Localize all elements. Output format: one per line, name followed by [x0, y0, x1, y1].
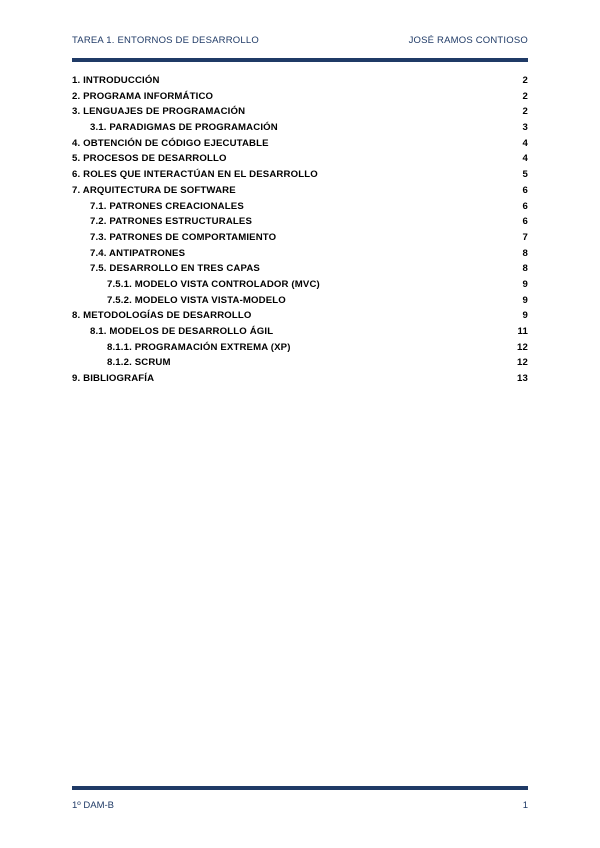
toc-entry[interactable] [72, 214, 528, 230]
toc-entry[interactable] [72, 73, 528, 89]
toc-entry-title: 7.5.1. MODELO VISTA CONTROLADOR (MVC) [107, 278, 320, 290]
toc-entry[interactable] [72, 151, 528, 167]
header-divider [72, 58, 528, 62]
toc-entry-title: 7.5.2. MODELO VISTA VISTA-MODELO [107, 294, 286, 306]
toc-entry-title: 2. PROGRAMA INFORMÁTICO [72, 90, 214, 102]
toc-entry-page: 9 [522, 294, 528, 306]
toc-entry[interactable] [72, 324, 528, 340]
toc-entry[interactable] [72, 293, 528, 309]
toc-entry-title: 7.3. PATRONES DE COMPORTAMIENTO [90, 231, 277, 243]
toc-entry[interactable] [72, 120, 528, 136]
page-header [72, 35, 528, 51]
toc-entry-page: 4 [522, 137, 528, 149]
toc-entry[interactable] [72, 261, 528, 277]
toc-entry-page: 12 [517, 357, 528, 369]
toc-entry[interactable] [72, 371, 528, 387]
header-author: JOSÉ RAMOS CONTIOSO [408, 35, 528, 46]
toc-entry-title: 7.4. ANTIPATRONES [90, 247, 186, 259]
toc-entry-page: 6 [522, 184, 528, 196]
toc-entry-page: 5 [522, 169, 528, 181]
toc-entry-title: 9. BIBLIOGRAFÍA [72, 373, 155, 385]
toc-entry-page: 2 [522, 90, 528, 102]
toc-entry-page: 2 [522, 106, 528, 118]
toc-entry-title: 6. ROLES QUE INTERACTÚAN EN EL DESARROLLO [72, 169, 318, 181]
table-of-contents [72, 73, 528, 387]
toc-entry-title: 7. ARQUITECTURA DE SOFTWARE [72, 184, 236, 196]
footer-course: 1º DAM-B [72, 800, 115, 811]
toc-entry-title: 7.2. PATRONES ESTRUCTURALES [90, 216, 253, 228]
toc-entry-page: 13 [517, 373, 528, 385]
toc-entry-title: 7.5. DESARROLLO EN TRES CAPAS [90, 263, 260, 275]
toc-entry[interactable] [72, 230, 528, 246]
toc-entry-page: 8 [522, 263, 528, 275]
toc-entry[interactable] [72, 183, 528, 199]
toc-entry-page: 3 [522, 122, 528, 134]
toc-entry-page: 9 [522, 278, 528, 290]
toc-entry[interactable] [72, 340, 528, 356]
toc-entry-page: 12 [517, 341, 528, 353]
toc-entry-page: 6 [522, 200, 528, 212]
toc-entry-page: 8 [522, 247, 528, 259]
toc-entry-page: 7 [522, 231, 528, 243]
toc-entry[interactable] [72, 167, 528, 183]
toc-entry-title: 3. LENGUAJES DE PROGRAMACIÓN [72, 106, 246, 118]
toc-entry-title: 7.1. PATRONES CREACIONALES [90, 200, 244, 212]
toc-entry-title: 8.1.2. SCRUM [107, 357, 171, 369]
toc-entry-page: 11 [517, 326, 528, 337]
toc-entry-page: 9 [522, 310, 528, 322]
toc-entry[interactable] [72, 104, 528, 120]
toc-entry[interactable] [72, 246, 528, 262]
toc-entry[interactable] [72, 308, 528, 324]
toc-entry-title: 4. OBTENCIÓN DE CÓDIGO EJECUTABLE [72, 137, 269, 149]
header-document-title: TAREA 1. ENTORNOS DE DESARROLLO [72, 35, 259, 46]
toc-entry[interactable] [72, 355, 528, 371]
toc-entry-title: 1. INTRODUCCIÓN [72, 75, 160, 86]
toc-entry[interactable] [72, 199, 528, 215]
toc-entry-title: 8.1.1. PROGRAMACIÓN EXTREMA (XP) [107, 341, 291, 353]
footer-page-number: 1 [522, 800, 528, 811]
toc-entry-page: 6 [522, 216, 528, 228]
footer-divider [72, 786, 528, 790]
toc-entry[interactable] [72, 89, 528, 105]
toc-entry-page: 2 [522, 75, 528, 86]
toc-entry-title: 5. PROCESOS DE DESARROLLO [72, 153, 227, 165]
toc-entry-page: 4 [522, 153, 528, 165]
toc-entry[interactable] [72, 136, 528, 152]
toc-entry[interactable] [72, 277, 528, 293]
toc-entry-title: 3.1. PARADIGMAS DE PROGRAMACIÓN [90, 122, 278, 134]
page-footer [72, 800, 528, 814]
toc-entry-title: 8.1. MODELOS DE DESARROLLO ÁGIL [90, 326, 274, 337]
toc-entry-title: 8. METODOLOGÍAS DE DESARROLLO [72, 310, 252, 322]
